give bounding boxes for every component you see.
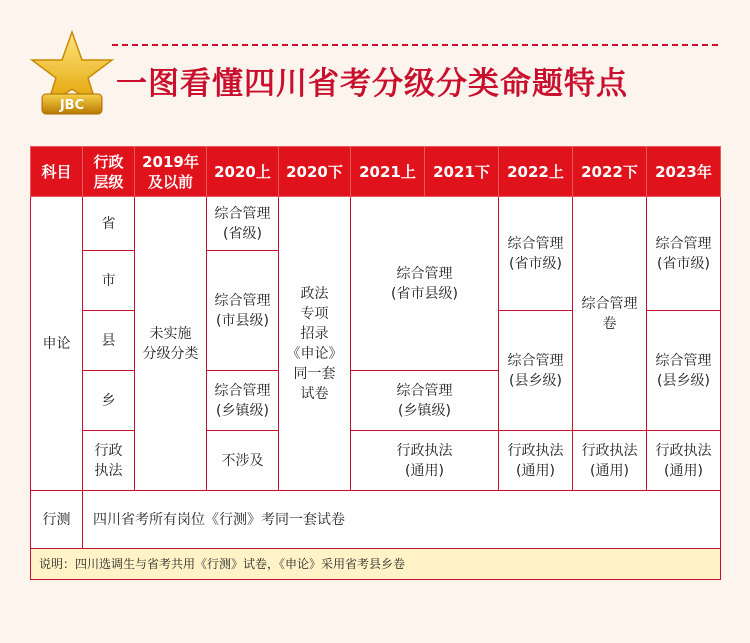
cell-2022x-law: 行政执法 (通用) — [573, 431, 647, 491]
cell-2020s-town: 综合管理 (乡镇级) — [207, 371, 279, 431]
cell-2023-law: 行政执法 (通用) — [647, 431, 721, 491]
cell-2022s-law: 行政执法 (通用) — [499, 431, 573, 491]
cell-2022x-all: 综合管理卷 — [573, 197, 647, 431]
col-header-2023: 2023年 — [647, 147, 721, 197]
cell-2023-pc: 综合管理 (省市级) — [647, 197, 721, 311]
col-header-2020x: 2020下 — [279, 147, 351, 197]
col-header-2022x: 2022下 — [573, 147, 647, 197]
page-header — [0, 0, 750, 130]
exam-table — [30, 146, 721, 580]
table-row — [31, 197, 721, 251]
cell-level-province: 省 — [83, 197, 135, 251]
badge-text: JBC — [59, 98, 85, 113]
cell-2019: 未实施 分级分类 — [135, 197, 207, 491]
cell-2022s-pc: 综合管理 (省市级) — [499, 197, 573, 311]
cell-2021-law: 行政执法 (通用) — [351, 431, 499, 491]
cell-subject-xingce: 行测 — [31, 491, 83, 549]
cell-level-town: 乡 — [83, 371, 135, 431]
cell-2020s-province: 综合管理 (省级) — [207, 197, 279, 251]
col-header-subject: 科目 — [31, 147, 83, 197]
col-header-2021x: 2021下 — [425, 147, 499, 197]
table-row — [31, 431, 721, 491]
cell-2020x: 政法 专项 招录 《申论》 同一套 试卷 — [279, 197, 351, 491]
cell-2020s-city-county: 综合管理 (市县级) — [207, 251, 279, 371]
col-header-2020s: 2020上 — [207, 147, 279, 197]
cell-level-county: 县 — [83, 311, 135, 371]
cell-2021-pck: 综合管理 (省市县级) — [351, 197, 499, 371]
exam-table-container — [30, 146, 720, 580]
table-row — [31, 491, 721, 549]
cell-level-law: 行政 执法 — [83, 431, 135, 491]
cell-xingce-text: 四川省考所有岗位《行测》考同一套试卷 — [83, 491, 721, 549]
cell-subject-shenlun: 申论 — [31, 197, 83, 491]
col-header-2021s: 2021上 — [351, 147, 425, 197]
cell-2020s-law: 不涉及 — [207, 431, 279, 491]
title-dashed-line — [112, 44, 718, 46]
table-note: 说明：四川选调生与省考共用《行测》试卷，《申论》采用省考县乡卷 — [31, 549, 721, 580]
col-header-2022s: 2022上 — [499, 147, 573, 197]
cell-2022s-ct: 综合管理 (县乡级) — [499, 311, 573, 431]
table-header-row — [31, 147, 721, 197]
gold-star-trophy-icon — [26, 30, 118, 122]
col-header-2019: 2019年 及以前 — [135, 147, 207, 197]
page-title: 一图看懂四川省考分级分类命题特点 — [116, 66, 628, 102]
note-row — [31, 549, 721, 580]
cell-2023-ct: 综合管理 (县乡级) — [647, 311, 721, 431]
cell-2021-town: 综合管理 (乡镇级) — [351, 371, 499, 431]
cell-level-city: 市 — [83, 251, 135, 311]
col-header-level: 行政 层级 — [83, 147, 135, 197]
